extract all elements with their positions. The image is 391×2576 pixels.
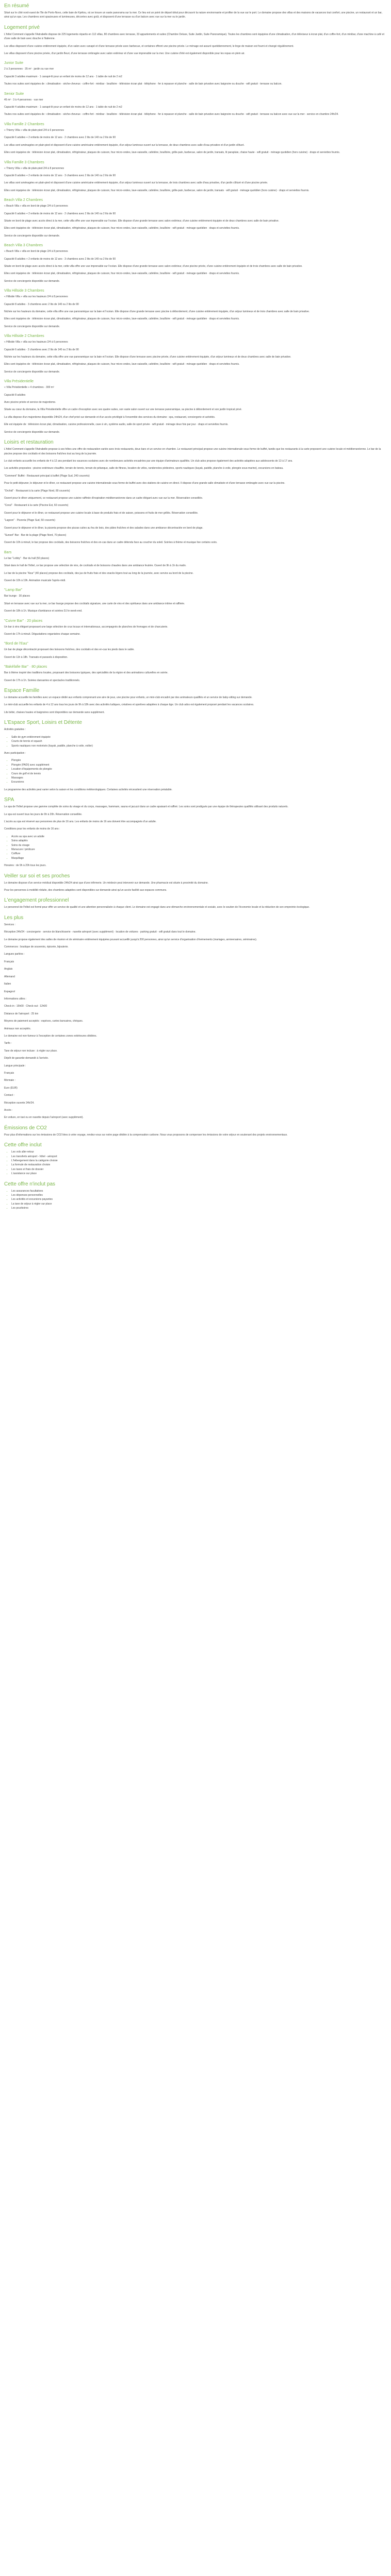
bar-block — [4, 588, 387, 613]
paragraph: Allemand — [4, 975, 15, 978]
list-item: • L'hébergement dans la catégorie choisie — [11, 1159, 387, 1163]
bar-block — [4, 641, 387, 659]
restaurant-description: Ouvert pour le déjeuner et le dîner, ce restaurant propose une cuisine locale à base de produits frais et de saison, poissons et fruits de mer grillés. Réservation conseillée. — [4, 511, 199, 515]
spa-children-intro: Conditions pour les enfants de moins de 16 ans : — [4, 827, 60, 831]
room-description: Capacité 8 adultes + 2 enfants de moins de 12 ans · 3 chambres avec 2 lits de 140 ou 2 lits de 90 — [4, 257, 116, 261]
paragraph: Le domaine propose également des salles de réunion et de séminaire entièrement équipées pouvant accueillir jusqu'à 200 personnes, ainsi qu'un service d'organisation d'événements (mariages, anniversaires, séminaires). — [4, 938, 257, 941]
family-section-title: Espace Famille — [4, 688, 40, 694]
room-block-title: Villa Hillside 2 Chambres — [4, 334, 44, 338]
paragraph: Dépôt de garantie demandé à l'arrivée. — [4, 1057, 49, 1060]
restaurant-name: "Coral" · Restaurant à la carte (Piscine Est, 60 couverts) — [4, 504, 69, 507]
paragraph: Le domaine accueille les familles avec un espace dédié aux enfants comprenant une aire de jeux, une piscine pour enfants, un mini-club encadré par des animateurs qualifiés et un service de baby-sitting sur demande. — [4, 696, 253, 700]
bar-text: Le bar de la piscine "Azur" (40 places) propose des cocktails, des jus de fruits frais et des snacks légers tout au long de la journée, avec service au bord de la piscine. — [4, 571, 194, 575]
paragraph: Informations utiles : — [4, 997, 27, 1001]
room-block — [4, 122, 387, 155]
room-meta: « Hillside Villa » villa sur les hauteurs 2/4 à 6 personnes — [4, 341, 68, 344]
room-description: Service de conciergerie disponible sur demande. — [4, 430, 60, 434]
room-meta: « Hillside Villa » villa sur les hauteurs 2/4 à 8 personnes — [4, 295, 68, 299]
list-item: • Maquillage — [11, 856, 387, 860]
list-item: • Les vols aller-retour — [11, 1150, 387, 1154]
list-item: • Les taxes et frais de dossier — [11, 1167, 387, 1172]
room-block — [4, 379, 387, 434]
list-item: • Soins du visage — [11, 843, 387, 848]
restaurant-description: Ouvert pour le dîner uniquement, ce restaurant propose une cuisine raffinée d'inspiration méditerranéenne dans un cadre élégant avec vue sur la mer. Réservation conseillée. — [4, 496, 203, 500]
bar-text: Situé dans le hall de l'hôtel, ce bar propose une sélection de vins, de cocktails et de boissons chaudes dans une ambiance feutrée. Ouvert de 9h à 1h du matin. — [4, 564, 187, 568]
list-item: • La formule de restauration choisie — [11, 1163, 387, 1167]
room-description: Située en bord de plage avec accès direct à la mer, cette villa offre une vue imprenable sur l'océan. Elle dispose d'une grande terrasse avec salon extérieur, d'une piscine privée, d'une cuisine entièrement équipée et de trois chambres avec salle de bain privative. — [4, 264, 303, 268]
paragraph: Contact : — [4, 1094, 15, 1097]
sport-free-list — [4, 735, 387, 748]
paragraph: L'accès au spa est réservé aux personnes de plus de 16 ans. Les enfants de moins de 16 ans doivent être accompagnés d'un adulte. — [4, 820, 157, 823]
bar-block — [4, 665, 387, 683]
room-block-title: Villa Présidentielle — [4, 380, 34, 384]
room-description: Capacité 8 adultes — [4, 393, 26, 397]
paragraph: Lits bébé, chaises hautes et baignoires sont disponibles sur demande sans supplément. — [4, 710, 105, 714]
commitment-section-title: L'engagement professionnel — [4, 897, 69, 904]
room-description: Toutes nos suites sont équipées de : climatisation · sèche-cheveux · coffre-fort · minibar · bouilloire · télévision écran plat · téléphone · fer à repasser et planche · salle de bain privative avec baignoire ou douche · wifi gratuit · terrasse ou balcon. — [4, 82, 282, 86]
co2-text: Pour plus d'informations sur les émissions de CO2 liées à votre voyage, rendez-vous sur notre page dédiée à la compensation carbone. Nous vous proposons de compenser les émissions de votre séjour en soutenant des projets environnementaux. — [4, 1133, 288, 1137]
paragraph: Le mini-club accueille les enfants de 4 à 12 ans tous les jours de 9h à 18h avec des activités ludiques, créatives et sportives adaptées à chaque âge. Un club ados est également proposé pendant les vacances scolaires. — [4, 703, 254, 707]
restaurant-name: "Orchid" · Restaurant à la carte (Plage Nord, 80 couverts) — [4, 489, 70, 493]
room-description: Capacité 3 adultes maximum · 1 canapé-lit pour un enfant de moins de 12 ans · 1 table de nuit de 2 m2 — [4, 75, 122, 78]
room-description: Les villas sont aménagées en plain-pied et disposent d'une cuisine américaine entièrement équipée, d'un séjour lumineux ouvert sur la terrasse, de deux chambres avec salle d'eau privative et d'un jardin clôturé. — [4, 143, 245, 147]
spa-note: Horaires : de 9h à 20h tous les jours. — [4, 864, 46, 868]
paragraph: Le spa de l'hôtel propose une gamme complète de soins du visage et du corps, massages, hammam, sauna et jacuzzi dans un cadre apaisant et raffiné. Les soins sont prodigués par une équipe de thérapeutes qualifiés utilisant des produits naturels. — [4, 805, 288, 809]
room-description: Elles sont équipées de : télévision écran plat, climatisation, réfrigérateur, plaques de cuisson, four micro-ondes, lave-vaisselle, cafetière, bouilloire · wifi gratuit · ménage quotidien · draps et serviettes fournis. — [4, 227, 240, 230]
sport-note: Le programme des activités peut varier selon la saison et les conditions météorologiques. Certaines activités nécessitent une réservation préalable. — [4, 788, 173, 791]
sport-paid-intro: Avec participation : — [4, 751, 26, 755]
sport-paid-list — [4, 758, 387, 784]
restaurant-description: Ouvert de 10h à minuit, le bar propose des cocktails, des boissons fraîches et des en-cas dans un cadre détendu face au coucher du soleil. Soirées à thème et musique live certains soirs. — [4, 541, 218, 545]
list-item: • Location d'équipements de plongée — [11, 767, 387, 771]
room-meta: 2 à 3 personnes · 35 m² · jardin ou vue mer — [4, 67, 54, 71]
paragraph: Réception 24h/24 · conciergerie · service de blanchisserie · navette aéroport (avec supplément) · location de voitures · parking gratuit · wifi gratuit dans tout le domaine. — [4, 930, 196, 934]
bar-text: Le bar "Lobby" · Bar du hall (50 places) — [4, 556, 50, 560]
room-block — [4, 198, 387, 238]
paragraph: Le domaine dispose d'un service médical disponible 24h/24 ainsi que d'une infirmerie. Un médecin peut intervenir sur demande. Une pharmacie est située à proximité du domaine. — [4, 881, 209, 885]
room-description: Capacité 8 adultes · 3 chambres avec 2 lits de 140 ou 2 lits de 90 — [4, 302, 79, 306]
room-description: Elle est équipée de : télévision écran plat, climatisation, cuisine professionnelle, cave à vin, système audio, salle de sport privée · wifi gratuit · ménage deux fois par jour · draps et serviettes fournis. — [4, 423, 229, 427]
room-description: Service de conciergerie disponible sur demande. — [4, 234, 60, 238]
bar-text: Ouvert de 17h à minuit. Dégustations organisées chaque semaine. — [4, 633, 80, 636]
room-description: La villa dispose d'un majordome disponible 24h/24, d'un chef privé sur demande et d'un accès privilégié à l'ensemble des services du domaine : spa, restaurant, conciergerie et activités. — [4, 415, 216, 419]
bar-block-title: Bars — [4, 550, 12, 554]
paragraph: L'hôtel Comment s'appelle l'Astrabelle propose à ses hôtes une offre de restauration variée avec trois restaurants, deux bars et un service en chambre. Le restaurant principal propose une cuisine internationale sous forme de buffet, tandis que les restaurants à la carte proposent une cuisine locale et méditerranéenne. Le bar de la piscine propose des cocktails et des boissons fraîches tout au long de la journée. — [4, 448, 381, 455]
room-block-title: Villa Famille 3 Chambres — [4, 160, 44, 164]
extras-section-title: Les plus — [4, 914, 24, 921]
paragraph: Animaux non acceptés. — [4, 1027, 31, 1030]
private-lodging-section — [4, 25, 387, 56]
list-item: • Les transferts aéroport - hôtel - aéroport — [11, 1155, 387, 1159]
room-description: Capacité 6 adultes + 2 enfants de moins de 12 ans · 2 chambres avec 2 lits de 140 ou 2 lits de 90 — [4, 212, 116, 215]
summary-text: Situé sur le côté nord-ouest de l'île de Porto-Novo, cette baie de Kpétou, où se trouve un vaste panorama sur la mer. Ce lieu est un point de départ idéal pour découvrir la nature environnante et profiter de la vue sur le port. Le domaine propose des villas et des maisons de vacances tout confort, une piscine, un restaurant et un bar, ainsi qu'un spa. Les chambres sont spacieuses et lumineuses, décorées avec goût, et disposent d'une terrasse ou d'un balcon avec vue sur la mer ou le jardin. — [4, 11, 383, 19]
paragraph: Le personnel de l'hôtel est formé pour offrir un service de qualité et une attention personnalisée à chaque client. Le domaine est engagé dans une démarche environnementale et sociale, avec le soutien de l'économie locale et la réduction de son empreinte écologique. — [4, 906, 310, 909]
list-item: • La taxe de séjour à régler sur place — [11, 1202, 387, 1206]
room-block-title: Senior Suite — [4, 92, 24, 96]
bar-text: Ouvert de 17h à 1h. Soirées dansantes et spectacles traditionnels. — [4, 679, 80, 682]
bar-block — [4, 550, 387, 583]
list-item: • Salle de gym entièrement équipée — [11, 735, 387, 739]
room-meta: 45 m² · 3 à 4 personnes · vue mer — [4, 98, 43, 101]
restaurant-description: Pour le petit-déjeuner, le déjeuner et le dîner, ce restaurant propose une cuisine internationale sous forme de buffet avec des stations de cuisine en direct. Il dispose d'une grande salle climatisée et d'une terrasse ombragée avec vue sur la piscine. — [4, 482, 285, 485]
paragraph: Le domaine est non-fumeur à l'exception de certaines zones extérieures dédiées. — [4, 1034, 97, 1038]
bar-text: Bar lounge · 30 places — [4, 595, 30, 598]
list-item: • Les dépenses personnelles — [11, 1193, 387, 1197]
room-description: Les villas sont aménagées en plain-pied et disposent d'une cuisine américaine entièrement équipée, d'un séjour lumineux ouvert sur la terrasse, de trois chambres avec salle d'eau privative, d'un jardin clôturé et d'une piscine privée. — [4, 181, 268, 185]
room-description: Avec piscine privée et service de majordome. — [4, 401, 56, 404]
room-description: Capacité 8 adultes + 2 enfants de moins de 12 ans · 3 chambres avec 2 lits de 140 ou 2 lits de 90 — [4, 174, 116, 177]
room-meta: « Beach Villa » villa en bord de plage 2/4 à 6 personnes — [4, 205, 68, 208]
list-item: • L'assistance sur place — [11, 1172, 387, 1176]
bar-block-title: "Cuivre Bar" · 20 places — [4, 619, 43, 623]
room-description: Située au cœur du domaine, la Villa Présidentielle offre un cadre d'exception avec ses quatre suites, son vaste salon ouvert sur une terrasse panoramique, sa piscine à débordement et son jardin tropical privé. — [4, 408, 242, 412]
room-block — [4, 61, 387, 86]
co2-section — [4, 1125, 387, 1137]
restaurant-name: "Comment" Buffet · Restaurant principal à buffet (Plage Sud, 240 couverts) — [4, 474, 90, 478]
paragraph: Le spa est ouvert tous les jours de 9h à 20h. Réservation conseillée. — [4, 812, 83, 816]
room-description: Toutes nos suites sont équipées de : climatisation · sèche-cheveux · coffre-fort · minibar · bouilloire · télévision écran plat · téléphone · fer à repasser et planche · salle de bain privative avec baignoire ou douche · wifi gratuit · terrasse ou balcon avec vue sur la mer · service en chambre 24h/24. — [4, 113, 339, 116]
excluded-section-title: Cette offre n'inclut pas — [4, 1181, 56, 1187]
family-section — [4, 688, 387, 715]
co2-section-title: Émissions de CO2 — [4, 1125, 47, 1131]
room-description: Elles sont équipées de : télévision écran plat, climatisation, réfrigérateur, plaques de cuisson, four micro-ondes, lave-vaisselle, cafetière, bouilloire · wifi gratuit · ménage quotidien · draps et serviettes fournis. — [4, 317, 240, 321]
care-section-title: Veiller sur soi et ses proches — [4, 873, 70, 879]
list-item: • Manucure / pédicure — [11, 848, 387, 852]
room-description: Capacité 6 adultes · 2 chambres avec 2 lits de 140 ou 2 lits de 90 — [4, 348, 79, 351]
spa-section — [4, 797, 387, 868]
bar-text: Ouvert de 10h à 19h. Animation musicale l'après-midi. — [4, 579, 66, 582]
room-block-title: Beach Villa 3 Chambres — [4, 244, 43, 248]
excluded-section — [4, 1181, 387, 1211]
room-block-title: Villa Famille 2 Chambres — [4, 122, 44, 126]
paragraph: L'hôtel Comment s'appelle l'Astrabelle dispose de 225 logements répartis en 112 villas, 80 chambres avec terrasse, 33 appartements et suites (Chambre Deluxe, Suite Jardin, Suite Panoramique). Toutes les chambres sont équipées d'une climatisation, d'un téléviseur à écran plat, d'un coffre-fort, d'un minibar, d'une machine à café et d'une salle de bain avec douche à l'italienne. — [4, 32, 384, 41]
bar-text: Bar à thème inspiré des traditions locales, proposant des boissons typiques, des spécialités de la région et des animations culturelles en soirée. — [4, 671, 168, 675]
room-description: Capacité 4 adultes maximum · 1 canapé-lit pour un enfant de moins de 12 ans · 1 table de nuit de 2 m2 — [4, 106, 122, 109]
leisure-section — [4, 439, 387, 545]
room-description: Service de conciergerie disponible sur demande. — [4, 325, 60, 328]
list-item: • Cours de golf et de tennis — [11, 772, 387, 776]
extras-section — [4, 915, 387, 1120]
room-description: Service de conciergerie disponible sur demande. — [4, 279, 60, 283]
page — [0, 0, 391, 1211]
paragraph: Moyens de paiement acceptés : espèces, cartes bancaires, chèques. — [4, 1020, 84, 1023]
room-block — [4, 160, 387, 193]
sport-intro: Activités gratuites : — [4, 728, 26, 732]
paragraph: Les activités proposées : piscine extérieure chauffée, terrain de tennis, terrain de pétanque, salle de fitness, location de vélos, randonnées pédestres, sports nautiques (kayak, paddle, planche à voile, plongée sous-marine), excursions en bateau. — [4, 467, 284, 470]
room-description: Elles sont équipées de : télévision écran plat, climatisation, réfrigérateur, plaques de cuisson, four micro-ondes, lave-vaisselle, cafetière, bouilloire, grille-pain, barbecue, salon de jardin, transats · wifi gratuit · ménage quotidien (hors cuisine) · draps et serviettes fournis. — [4, 189, 309, 192]
sport-section-title: L'Espace Sport, Loisirs et Détente — [4, 720, 82, 726]
paragraph: Taxe de séjour non incluse : à régler sur place. — [4, 1049, 58, 1053]
leisure-section-title: Loisirs et restauration — [4, 439, 54, 446]
paragraph: Check-in : 15h00 · Check-out : 12h00 — [4, 1005, 47, 1008]
care-section — [4, 873, 387, 893]
paragraph: Langues parlées : — [4, 953, 25, 956]
list-item: • Sports nautiques non motorisés (kayak, paddle, planche à voile, voilier) — [11, 744, 387, 748]
private-lodging-section-title: Logement privé — [4, 24, 40, 30]
paragraph: Réception ouverte 24h/24. — [4, 1101, 35, 1105]
sport-section — [4, 720, 387, 792]
room-block — [4, 243, 387, 283]
list-item: • Coiffure — [11, 852, 387, 856]
list-item: • Courts de tennis et squash — [11, 739, 387, 743]
bar-text: Ouvert de 11h à 18h. Transats et parasols à disposition. — [4, 655, 68, 659]
paragraph: Français — [4, 960, 14, 963]
included-section-title: Cette offre inclut — [4, 1142, 42, 1148]
room-meta: « Thierry Villa » villa de plain-pied 2/4 à 8 personnes — [4, 166, 64, 170]
paragraph: Distance de l'aéroport : 25 km — [4, 1012, 39, 1015]
list-item: • Les assurances facultatives — [11, 1189, 387, 1193]
bar-block-title: "Bakéfafie Bar" · 80 places — [4, 665, 47, 669]
restaurant-name: "Lagoon" · Pizzeria (Plage Sud, 50 couverts) — [4, 519, 55, 522]
paragraph: Commerces : boutique de souvenirs, épicerie, bijouterie. — [4, 945, 69, 949]
room-description: Nichée sur les hauteurs du domaine, cette villa offre une vue panoramique sur la baie et l'océan. Elle dispose d'une terrasse avec piscine privée, d'une cuisine entièrement équipée, d'un séjour lumineux et de deux chambres avec salle de bain privative. — [4, 355, 291, 359]
paragraph: En voiture, en taxi ou en navette depuis l'aéroport (avec supplément). — [4, 1116, 84, 1120]
paragraph: Anglais — [4, 968, 13, 971]
paragraph: Le club enfants accueille les enfants de 4 à 12 ans pendant les vacances scolaires avec de nombreuses activités encadrées par une équipe d'animateurs qualifiés. Un club ados propose également des activités adaptées aux adolescents de 13 à 17 ans. — [4, 459, 293, 463]
paragraph: Italien — [4, 982, 11, 986]
list-item: • Plongée (PADI) avec supplément — [11, 763, 387, 767]
list-item: • Soins adaptés — [11, 839, 387, 843]
paragraph: Pour les personnes à mobilité réduite, des chambres adaptées sont disponibles sur demande ainsi qu'un accès facilité aux espaces communs. — [4, 889, 167, 892]
paragraph: Euro (EUR) — [4, 1086, 18, 1090]
room-description: Elles sont équipées de : télévision écran plat, climatisation, réfrigérateur, plaques de cuisson, four micro-ondes, lave-vaisselle, cafetière, bouilloire · wifi gratuit · ménage quotidien · draps et serviettes fournis. — [4, 272, 240, 276]
room-block — [4, 92, 387, 117]
room-block-title: Villa Hillside 3 Chambres — [4, 289, 44, 293]
summary-section — [4, 3, 387, 20]
room-meta: « Beach Villa » villa en bord de plage 2/4 à 8 personnes — [4, 250, 68, 253]
restaurant-description: Ouvert pour le déjeuner et le dîner, la pizzeria propose des pizzas cuites au feu de bois, des pâtes fraîches et des salades dans une ambiance décontractée en bord de plage. — [4, 526, 203, 530]
room-block — [4, 289, 387, 329]
list-item: • Plongée — [11, 758, 387, 762]
room-description: Située en bord de plage avec accès direct à la mer, cette villa offre une vue imprenable sur l'océan. Elle dispose d'une grande terrasse avec salon extérieur, d'une cuisine entièrement équipée et de deux chambres avec salle de bain privative. — [4, 219, 280, 223]
room-description: Nichée sur les hauteurs du domaine, cette villa offre une vue panoramique sur la baie et l'océan. Elle dispose d'une grande terrasse avec piscine à débordement, d'une cuisine entièrement équipée, d'un séjour lumineux et de trois chambres avec salle de bain privative. — [4, 310, 310, 313]
room-description: Capacité 6 adultes + 2 enfants de moins de 12 ans · 2 chambres avec 2 lits de 140 ou 2 lits de 90 — [4, 136, 116, 140]
room-description: Service de conciergerie disponible sur demande. — [4, 370, 60, 374]
bar-text: Un bar de plage décontracté proposant des boissons fraîches, des cocktails et des en-cas les pieds dans le sable. — [4, 648, 135, 652]
bar-text: Ouvert de 18h à 1h. Musique d'ambiance et soirées DJ le week-end. — [4, 609, 83, 613]
included-section — [4, 1142, 387, 1176]
paragraph: Langue principale : — [4, 1064, 26, 1067]
excluded-list — [4, 1189, 387, 1211]
spa-children-list — [4, 835, 387, 860]
room-meta: « Thierry Villa » villa de plain-pied 2/4 à 6 personnes — [4, 128, 64, 132]
bar-block-title: "Bord de l'Eau" — [4, 642, 28, 646]
paragraph: Les villas disposent d'une cuisine entièrement équipée, d'un salon avec canapé et d'une terrasse privée avec barbecue, et certaines offrent une piscine privée. Le ménage est assuré quotidiennement, le linge de maison est fourni et changé régulièrement. — [4, 44, 294, 48]
bar-text: Un bar à vins élégant proposant une large sélection de crus locaux et internationaux, accompagnés de planches de fromages et de charcuterie. — [4, 625, 168, 629]
paragraph: Espagnol — [4, 990, 15, 993]
bar-block-title: "Lamp Bar" — [4, 588, 23, 592]
room-block-title: Junior Suite — [4, 61, 23, 65]
list-item: • Les pourboires — [11, 1206, 387, 1210]
list-item: • Excursions — [11, 780, 387, 784]
summary-section-title: En résumé — [4, 3, 29, 9]
room-description: Elles sont équipées de : télévision écran plat, climatisation, réfrigérateur, plaques de cuisson, four micro-ondes, lave-vaisselle, cafetière, bouilloire, grille-pain, barbecue, salon de jardin, transats, lit parapluie, chaise haute · wifi gratuit · ménage quotidien (hors cuisine) · draps et serviettes fournis. — [4, 151, 340, 155]
room-block-title: Beach Villa 2 Chambres — [4, 198, 43, 202]
commitment-section — [4, 897, 387, 909]
paragraph: Services : — [4, 923, 15, 926]
included-list — [4, 1150, 387, 1176]
paragraph: Français — [4, 1071, 14, 1075]
paragraph: Tarifs : — [4, 1042, 12, 1045]
list-item: • Accès au spa avec un adulte — [11, 835, 387, 839]
list-item: • Massages — [11, 776, 387, 780]
room-meta: « Villa Présidentielle » 4 chambres · 300 m² — [4, 386, 54, 389]
bar-text: Situé en terrasse avec vue sur la mer, ce bar lounge propose des cocktails signature, une carte de vins et des spiritueux dans une ambiance intime et raffinée. — [4, 602, 185, 605]
bar-block — [4, 619, 387, 637]
restaurant-name: "Sunset" Bar · Bar de la plage (Plage Nord, 70 places) — [4, 533, 67, 537]
paragraph: Monnaie : — [4, 1079, 15, 1082]
spa-section-title: SPA — [4, 797, 14, 803]
paragraph: Accès : — [4, 1109, 13, 1112]
list-item: • Les activités et excursions payantes — [11, 1197, 387, 1201]
room-block — [4, 334, 387, 374]
room-description: Elles sont équipées de : télévision écran plat, climatisation, réfrigérateur, plaques de cuisson, four micro-ondes, lave-vaisselle, cafetière, bouilloire · wifi gratuit · ménage quotidien · draps et serviettes fournis. — [4, 363, 240, 366]
paragraph: Les villas disposent d'une piscine privée, d'un jardin fleuri, d'une terrasse ombragée avec salon extérieur et d'une vue imprenable sur la mer. Une cuisine d'été est également disponible pour les repas en plein air. — [4, 52, 245, 56]
